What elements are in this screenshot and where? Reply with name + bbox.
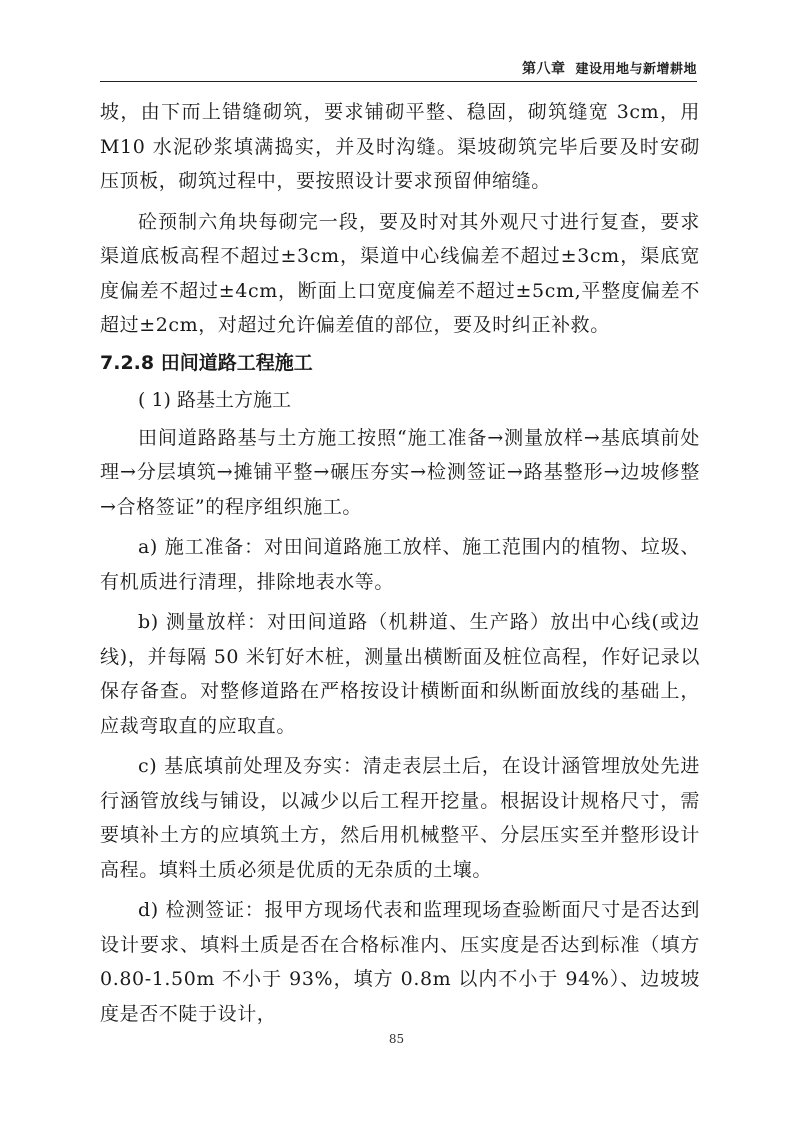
paragraph-5: b) 测量放样：对田间道路（机耕道、生产路）放出中心线(或边线)，并每隔 50 米钉好木桩，测量出横断面及桩位高程，作好记录以保存备查。对整修道路在严格按设计横断面和纵断面放线的基础上，应裁弯取直的应取直。 [100, 611, 700, 737]
paragraph-7: d) 检测签证：报甲方现场代表和监理现场查验断面尺寸是否达到设计要求、填料土质是否在合格标准内、压实度是否达到标准（填方 0.80-1.50m 不小于 93%，填方 0.8m 以内不小于 94%）、边坡坡度是否不陡于设计， [100, 899, 700, 1025]
chapter-title [522, 58, 697, 78]
page-header [100, 54, 697, 82]
paragraph-3: 田间道路路基与土方施工按照“施工准备→测量放样→基底填前处理→分层填筑→摊铺平整→碾压夯实→检测签证→路基整形→边坡修整→合格签证”的程序组织施工。 [100, 426, 700, 518]
section-heading: 7.2.8 田间道路工程施工 [100, 351, 313, 374]
chapter-name: 建设用地与新增耕地 [575, 62, 697, 77]
page-body [100, 95, 700, 1031]
paragraph-2: 砼预制六角块每砌完一段，要及时对其外观尺寸进行复查，要求渠道底板高程不超过±3cm，渠道中心线偏差不超过±3cm，渠底宽度偏差不超过±4cm，断面上口宽度偏差不超过±5cm,平整度偏差不超过±2cm，对超过允许偏差值的部位，要及时纠正补救。 [100, 210, 700, 336]
paragraph-1: 坡，由下而上错缝砌筑，要求铺砌平整、稳固，砌筑缝宽 3cm，用 M10 水泥砂浆填满捣实，并及时沟缝。渠坡砌筑完毕后要及时安砌压顶板，砌筑过程中，要按照设计要求预留伸缩缝。 [100, 101, 700, 192]
paragraph-6: c) 基底填前处理及夯实：清走表层土后，在设计涵管埋放处先进行涵管放线与铺设，以减少以后工程开挖量。根据设计规格尺寸，需要填补土方的应填筑土方，然后用机械整平、分层压实至并整形设计高程。填料土质必须是优质的无杂质的土壤。 [100, 755, 700, 881]
paragraph-4: a) 施工准备：对田间道路施工放样、施工范围内的植物、垃圾、有机质进行清理，排除地表水等。 [100, 536, 700, 593]
page-number: 85 [388, 1032, 405, 1046]
subsection-heading: ( 1) 路基土方施工 [138, 389, 291, 411]
chapter-number: 第八章 [521, 61, 566, 77]
